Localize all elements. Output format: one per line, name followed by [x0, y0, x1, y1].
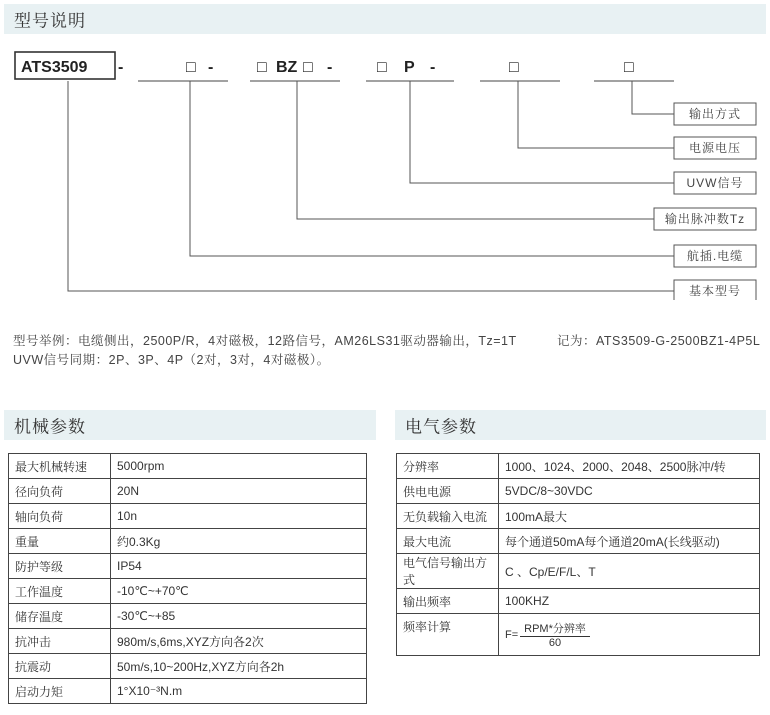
param-key: 输出频率 [397, 589, 499, 614]
formula-cell [499, 614, 760, 656]
formula-prefix: F= [505, 628, 519, 641]
param-key: 储存温度 [9, 604, 111, 629]
table-row [9, 679, 367, 704]
model-example-record: 记为：ATS3509-G-2500BZ1-4P5L [557, 334, 761, 348]
code-dash-2: - [208, 59, 214, 76]
elec-section-title: 电气参数 [405, 417, 477, 437]
label-uvw-signal: UVW信号 [686, 176, 744, 190]
param-key: 防护等级 [9, 554, 111, 579]
leader-output-mode [632, 81, 674, 114]
param-value: 1000、1024、2000、2048、2500脉冲/转 [499, 454, 760, 479]
table-row [9, 504, 367, 529]
param-key: 分辨率 [397, 454, 499, 479]
param-key: 重量 [9, 529, 111, 554]
param-key: 抗冲击 [9, 629, 111, 654]
code-dash-3: - [327, 59, 333, 76]
table-row [9, 629, 367, 654]
leader-pulse-count [297, 81, 654, 219]
param-value: 100mA最大 [499, 504, 760, 529]
label-supply-voltage: 电源电压 [688, 141, 742, 155]
param-value: 约0.3Kg [111, 529, 367, 554]
label-base-model: 基本型号 [688, 284, 742, 298]
formula-numerator: RPM*分辨率 [520, 620, 590, 637]
label-pulse-count: 输出脉冲数Tz [664, 212, 746, 226]
table-row [9, 604, 367, 629]
code-dash-4: - [430, 59, 436, 76]
formula-denominator: 60 [548, 637, 562, 649]
param-value: 每个通道50mA每个通道20mA(长线驱动) [499, 529, 760, 554]
table-row [9, 479, 367, 504]
mech-section-header [4, 410, 376, 440]
table-row [9, 579, 367, 604]
frequency-formula [505, 620, 590, 649]
base-model-text: ATS3509 [21, 59, 88, 76]
mech-params-table [8, 453, 367, 704]
leader-base-model [68, 81, 674, 291]
param-key: 最大电流 [397, 529, 499, 554]
code-p: P [404, 59, 415, 76]
param-key: 启动力矩 [9, 679, 111, 704]
table-row [397, 589, 760, 614]
code-box-2: □ [257, 59, 267, 76]
param-value: 20N [111, 479, 367, 504]
code-box-6: □ [624, 59, 634, 76]
mech-section-title: 机械参数 [14, 417, 86, 437]
param-value: 5VDC/8~30VDC [499, 479, 760, 504]
table-row [397, 554, 760, 589]
table-row [397, 504, 760, 529]
param-value: -10℃~+70℃ [111, 579, 367, 604]
code-bz: BZ [276, 59, 298, 76]
param-key: 最大机械转速 [9, 454, 111, 479]
table-row [397, 529, 760, 554]
param-key: 轴向负荷 [9, 504, 111, 529]
table-row [397, 479, 760, 504]
leader-connector-cable [190, 81, 674, 256]
table-row [9, 529, 367, 554]
table-row [397, 454, 760, 479]
table-row [397, 614, 760, 656]
table-row [9, 654, 367, 679]
param-value: 50m/s,10~200Hz,XYZ方向各2h [111, 654, 367, 679]
param-key: 供电电源 [397, 479, 499, 504]
param-value: -30℃~+85 [111, 604, 367, 629]
param-value: IP54 [111, 554, 367, 579]
table-row [9, 454, 367, 479]
model-section-title: 型号说明 [14, 11, 86, 31]
leader-uvw-signal [410, 81, 674, 183]
param-value: 5000rpm [111, 454, 367, 479]
param-value: 10n [111, 504, 367, 529]
model-section-header [4, 4, 766, 34]
model-code-diagram [0, 40, 770, 300]
elec-section-header [395, 410, 766, 440]
param-value: C 、Cp/E/F/L、T [499, 554, 760, 589]
table-row [9, 554, 367, 579]
label-connector-cable: 航插.电缆 [686, 249, 744, 263]
elec-params-table [396, 453, 760, 656]
code-box-5: □ [509, 59, 519, 76]
code-box-4: □ [377, 59, 387, 76]
code-box-1: □ [186, 59, 196, 76]
param-key: 径向负荷 [9, 479, 111, 504]
param-value: 980m/s,6ms,XYZ方向各2次 [111, 629, 367, 654]
param-value: 1°X10⁻³N.m [111, 679, 367, 704]
label-output-mode: 输出方式 [688, 107, 742, 121]
param-key: 工作温度 [9, 579, 111, 604]
param-key: 无负载输入电流 [397, 504, 499, 529]
model-example-line1: 型号举例：电缆侧出，2500P/R，4对磁极，12路信号，AM26LS31驱动器输出，Tz=1T [13, 334, 517, 348]
param-key: 频率计算 [397, 614, 499, 656]
model-example-line2: UVW信号同期：2P、3P、4P（2对，3对，4对磁极）。 [13, 353, 330, 367]
param-value: 100KHZ [499, 589, 760, 614]
code-box-3: □ [303, 59, 313, 76]
param-key: 电气信号输出方式 [397, 554, 499, 589]
param-key: 抗震动 [9, 654, 111, 679]
code-dash-1: - [118, 59, 124, 76]
